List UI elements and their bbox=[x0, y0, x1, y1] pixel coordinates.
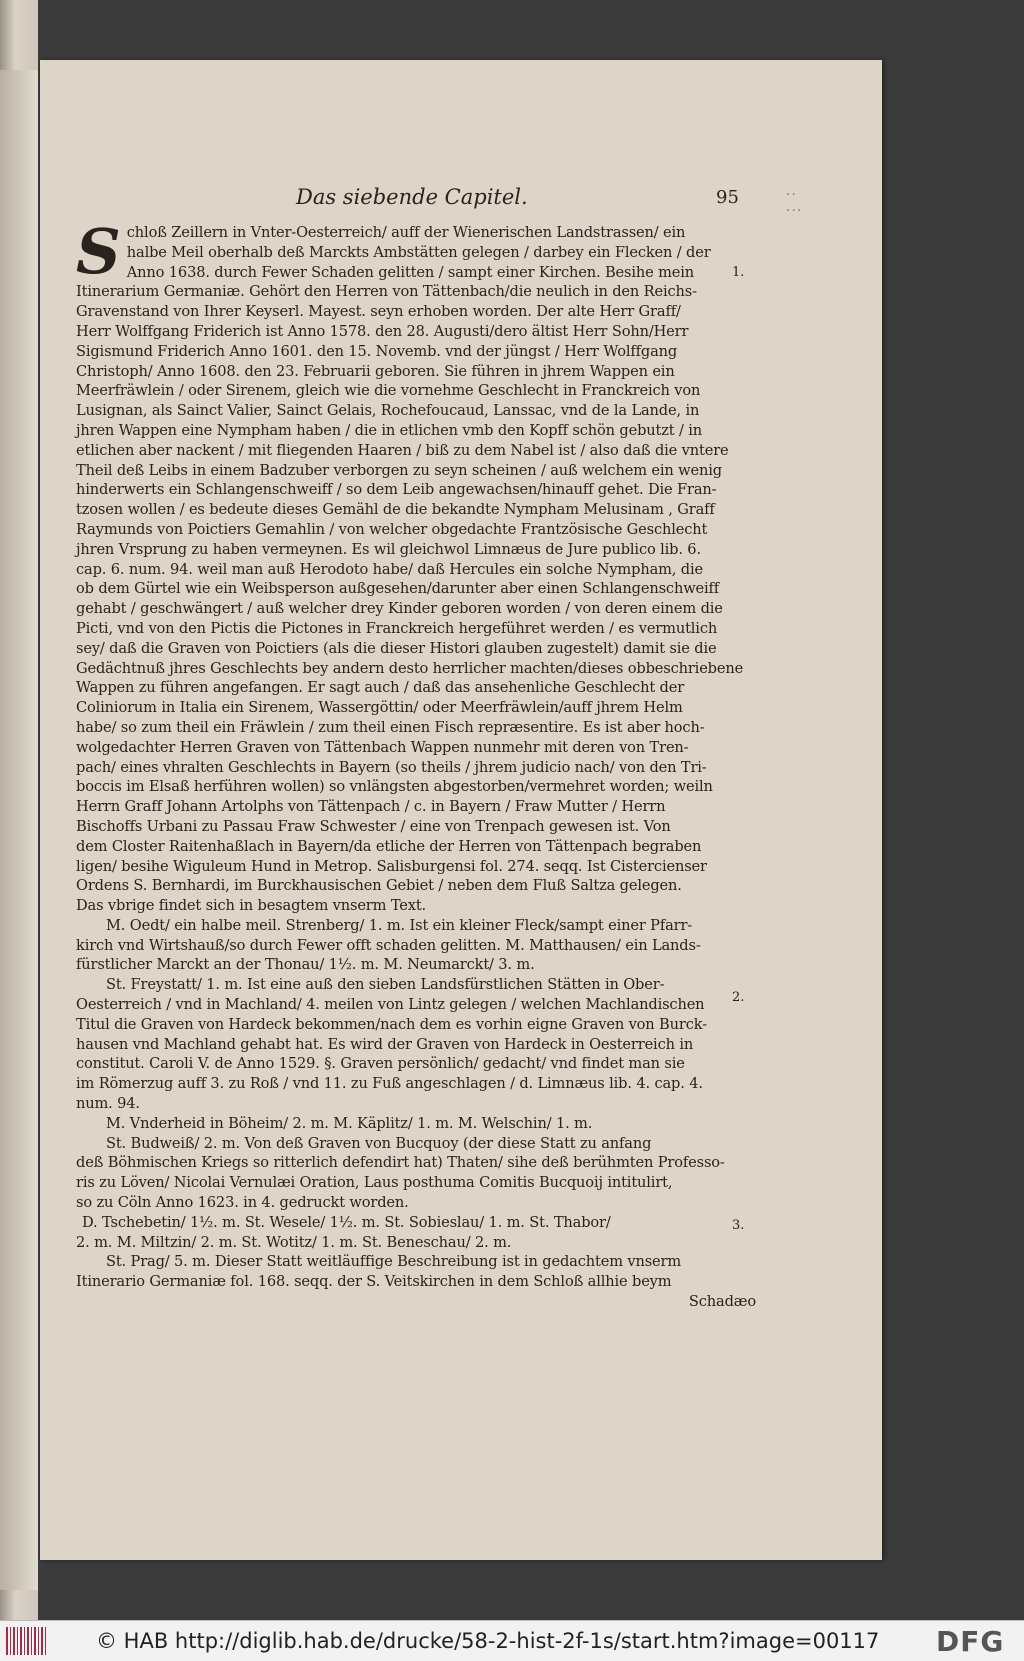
text-line: Titul die Graven von Hardeck bekommen/nach dem es vorhin eigne Graven von Burck- bbox=[76, 1015, 707, 1033]
text-line: dem Closter Raitenhaßlach in Bayern/da etliche der Herren von Tättenpach begraben bbox=[76, 837, 702, 855]
text-line: Gedächtnuß jhres Geschlechts bey andern desto herrlicher machten/dieses obbeschriebene bbox=[76, 659, 744, 677]
text-line: Das vbrige findet sich in besagtem vnserm Text. bbox=[76, 897, 427, 915]
text-line: boccis im Elsaß herführen wollen) so vnlängsten abgestorben/vermehret worden; weiln bbox=[76, 778, 713, 796]
paragraph-budweiss bbox=[76, 1134, 756, 1213]
text-line: Coliniorum in Italia ein Sirenem, Wassergöttin/ oder Meerfräwlein/auff jhrem Helm bbox=[76, 699, 683, 717]
text-line: ligen/ besihe Wiguleum Hund in Metrop. Salisburgensi fol. 274. seqq. Ist Cistercienser bbox=[76, 857, 707, 875]
paragraph-prag bbox=[76, 1252, 756, 1292]
text-line: Oesterreich / vnd in Machland/ 4. meilen von Lintz gelegen / welchen Machlandischen bbox=[76, 996, 705, 1014]
text-line: Lusignan, als Sainct Valier, Sainct Gelais, Rochefoucaud, Lanssac, vnd de la Lande, in bbox=[76, 402, 700, 420]
text-line: Herr Wolffgang Friderich ist Anno 1578. den 28. Augusti/dero ältist Herr Sohn/Herr bbox=[76, 322, 689, 340]
text-line: ob dem Gürtel wie ein Weibsperson außgesehen/darunter aber einen Schlangenschweiff bbox=[76, 580, 720, 598]
text-line: St. Prag/ 5. m. Dieser Statt weitläuffige Beschreibung ist in gedachtem vnserm bbox=[106, 1253, 682, 1271]
text-line: im Römerzug auff 3. zu Roß / vnd 11. zu Fuß angeschlagen / d. Limnæus lib. 4. cap. 4. bbox=[76, 1075, 703, 1093]
text-line: ris zu Löven/ Nicolai Vernulæi Oration, Laus posthuma Comitis Bucquoij intitulirt, bbox=[76, 1174, 673, 1192]
text-line: halbe Meil oberhalb deß Marckts Ambstätten gelegen / darbey ein Flecken / der bbox=[126, 243, 711, 261]
text-line: hausen vnd Machland gehabt hat. Es wird der Graven von Hardeck in Oesterreich in bbox=[76, 1035, 694, 1053]
page-text-block bbox=[76, 185, 803, 1312]
copyright-link[interactable]: © HAB http://diglib.hab.de/drucke/58-2-hist-2f-1s/start.htm?image=00117 bbox=[96, 1629, 880, 1653]
text-line: chloß Zeillern in Vnter-Oesterreich/ auff der Wienerischen Landstrassen/ ein bbox=[126, 224, 686, 241]
text-line: 2. m. M. Miltzin/ 2. m. St. Wotitz/ 1. m. St. Beneschau/ 2. m. bbox=[76, 1233, 512, 1251]
text-line: Anno 1638. durch Fewer Schaden gelitten / sampt einer Kirchen. Besihe mein bbox=[126, 263, 695, 281]
paragraph-tschebetin bbox=[76, 1213, 756, 1253]
header-mark: ·· ··· bbox=[786, 187, 803, 219]
catchword: Schadæo bbox=[688, 1293, 756, 1311]
text-line: pach/ eines vhralten Geschlechts in Bayern (so theils / jhrem judicio nach/ von den Tri- bbox=[76, 758, 707, 776]
text-line: hinderwerts ein Schlangenschweiff / so dem Leib angewachsen/hinauff gehet. Die Fran- bbox=[76, 481, 717, 499]
text-line: cap. 6. num. 94. weil man auß Herodoto habe/ daß Hercules ein solche Nympham, die bbox=[76, 560, 703, 578]
text-line: wolgedachter Herren Graven von Tättenbach Wappen nunmehr mit deren von Tren- bbox=[76, 738, 689, 756]
margin-note-2: 2. bbox=[732, 990, 745, 1005]
text-line: so zu Cöln Anno 1623. in 4. gedruckt worden. bbox=[76, 1194, 409, 1212]
text-line: M. Vnderheid in Böheim/ 2. m. M. Käplitz/ 1. m. M. Welschin/ 1. m. bbox=[106, 1114, 593, 1132]
book-page bbox=[40, 60, 882, 1560]
text-line: jhren Vrsprung zu haben vermeynen. Es wil gleichwol Limnæus de Jure publico lib. 6. bbox=[76, 540, 701, 558]
text-line: sey/ daß die Graven von Poictiers (als die dieser Histori glauben zugestelt) damit sie die bbox=[76, 639, 717, 657]
text-line: jhren Wappen eine Nympham haben / die in etlichen vmb den Kopff schön gebutzt / in bbox=[76, 421, 703, 439]
text-line: St. Budweiß/ 2. m. Von deß Graven von Bucquoy (der diese Statt zu anfang bbox=[106, 1134, 652, 1152]
text-line: Itinerarium Germaniæ. Gehört den Herren von Tättenbach/die neulich in den Reichs- bbox=[76, 283, 697, 301]
text-line: Gravenstand von Ihrer Keyserl. Mayest. seyn erhoben worden. Der alte Herr Graff/ bbox=[76, 303, 681, 321]
viewer-footer bbox=[0, 1620, 1024, 1661]
text-line: Itinerario Germaniæ fol. 168. seqq. der S. Veitskirchen in dem Schloß allhie beym bbox=[76, 1273, 672, 1291]
text-line: Christoph/ Anno 1608. den 23. Februarii geboren. Sie führen in jhrem Wappen ein bbox=[76, 362, 675, 380]
text-line: Theil deß Leibs in einem Badzuber verborgen zu seyn scheinen / auß welchem ein wenig bbox=[76, 461, 722, 479]
text-line: constitut. Caroli V. de Anno 1529. §. Graven persönlich/ gedacht/ vnd findet man sie bbox=[76, 1055, 685, 1073]
text-line: Picti, vnd von den Pictis die Pictones in Franckreich hergeführet werden / es vermutlich bbox=[76, 619, 718, 637]
dfg-logo: DFG bbox=[936, 1625, 1005, 1658]
text-line: D. Tschebetin/ 1½. m. St. Wesele/ 1½. m. St. Sobieslau/ 1. m. St. Thabor/ bbox=[82, 1213, 611, 1231]
text-line: tzosen wollen / es bedeute dieses Gemähl de die bekandte Nympham Melusinam , Graff bbox=[76, 501, 715, 519]
paragraph-freystatt bbox=[76, 975, 756, 1114]
hab-logo-icon bbox=[6, 1627, 46, 1655]
running-title: Das siebende Capitel. bbox=[296, 185, 528, 209]
margin-note-1: 1. bbox=[732, 265, 745, 280]
text-line: num. 94. bbox=[76, 1095, 140, 1113]
text-line: deß Böhmischen Kriegs so ritterlich defendirt hat) Thaten/ sihe deß berühmten Professo- bbox=[76, 1154, 725, 1172]
text-line: gehabt / geschwängert / auß welcher drey Kinder geboren worden / von deren einem die bbox=[76, 600, 723, 618]
text-line: M. Oedt/ ein halbe meil. Strenberg/ 1. m. Ist ein kleiner Fleck/sampt einer Pfarr- bbox=[106, 916, 693, 934]
paragraph-vnderheid bbox=[76, 1114, 756, 1134]
text-line: Meerfräwlein / oder Sirenem, gleich wie die vornehme Geschlecht in Franckreich von bbox=[76, 382, 701, 400]
paragraph-oedt bbox=[76, 916, 756, 975]
text-line: Wappen zu führen angefangen. Er sagt auch / daß das ansehenliche Geschlecht der bbox=[76, 679, 685, 697]
page-number: 95 bbox=[716, 187, 739, 208]
text-line: Herrn Graff Johann Artolphs von Tättenpach / c. in Bayern / Fraw Mutter / Herrn bbox=[76, 798, 666, 816]
text-line: Bischoffs Urbani zu Passau Fraw Schwester / eine von Trenpach gewesen ist. Von bbox=[76, 817, 671, 835]
text-line: Raymunds von Poictiers Gemahlin / von welcher obgedachte Frantzösische Geschlecht bbox=[76, 520, 708, 538]
drop-cap: S bbox=[76, 215, 121, 288]
text-line: Sigismund Friderich Anno 1601. den 15. Novemb. vnd der jüngst / Herr Wolffgang bbox=[76, 342, 678, 360]
text-line: Ordens S. Bernhardi, im Burckhausischen Gebiet / neben dem Fluß Saltza gelegen. bbox=[76, 877, 682, 895]
main-paragraph bbox=[76, 215, 756, 916]
text-line: etlichen aber nackent / mit fliegenden Haaren / biß zu dem Nabel ist / also daß die vntere bbox=[76, 441, 729, 459]
text-line: fürstlicher Marckt an der Thonau/ 1½. m. M. Neumarckt/ 3. m. bbox=[76, 956, 535, 974]
text-line: habe/ so zum theil ein Fräwlein / zum theil einen Fisch repræsentire. Es ist aber hoch- bbox=[76, 718, 705, 736]
text-line: St. Freystatt/ 1. m. Ist eine auß den sieben Landsfürstlichen Stätten in Ober- bbox=[106, 976, 665, 994]
margin-note-3: 3. bbox=[732, 1218, 745, 1233]
text-line: kirch vnd Wirtshauß/so durch Fewer offt schaden gelitten. M. Matthausen/ ein Lands- bbox=[76, 936, 701, 954]
page-header bbox=[76, 185, 803, 219]
facing-page-margin bbox=[0, 70, 38, 1590]
